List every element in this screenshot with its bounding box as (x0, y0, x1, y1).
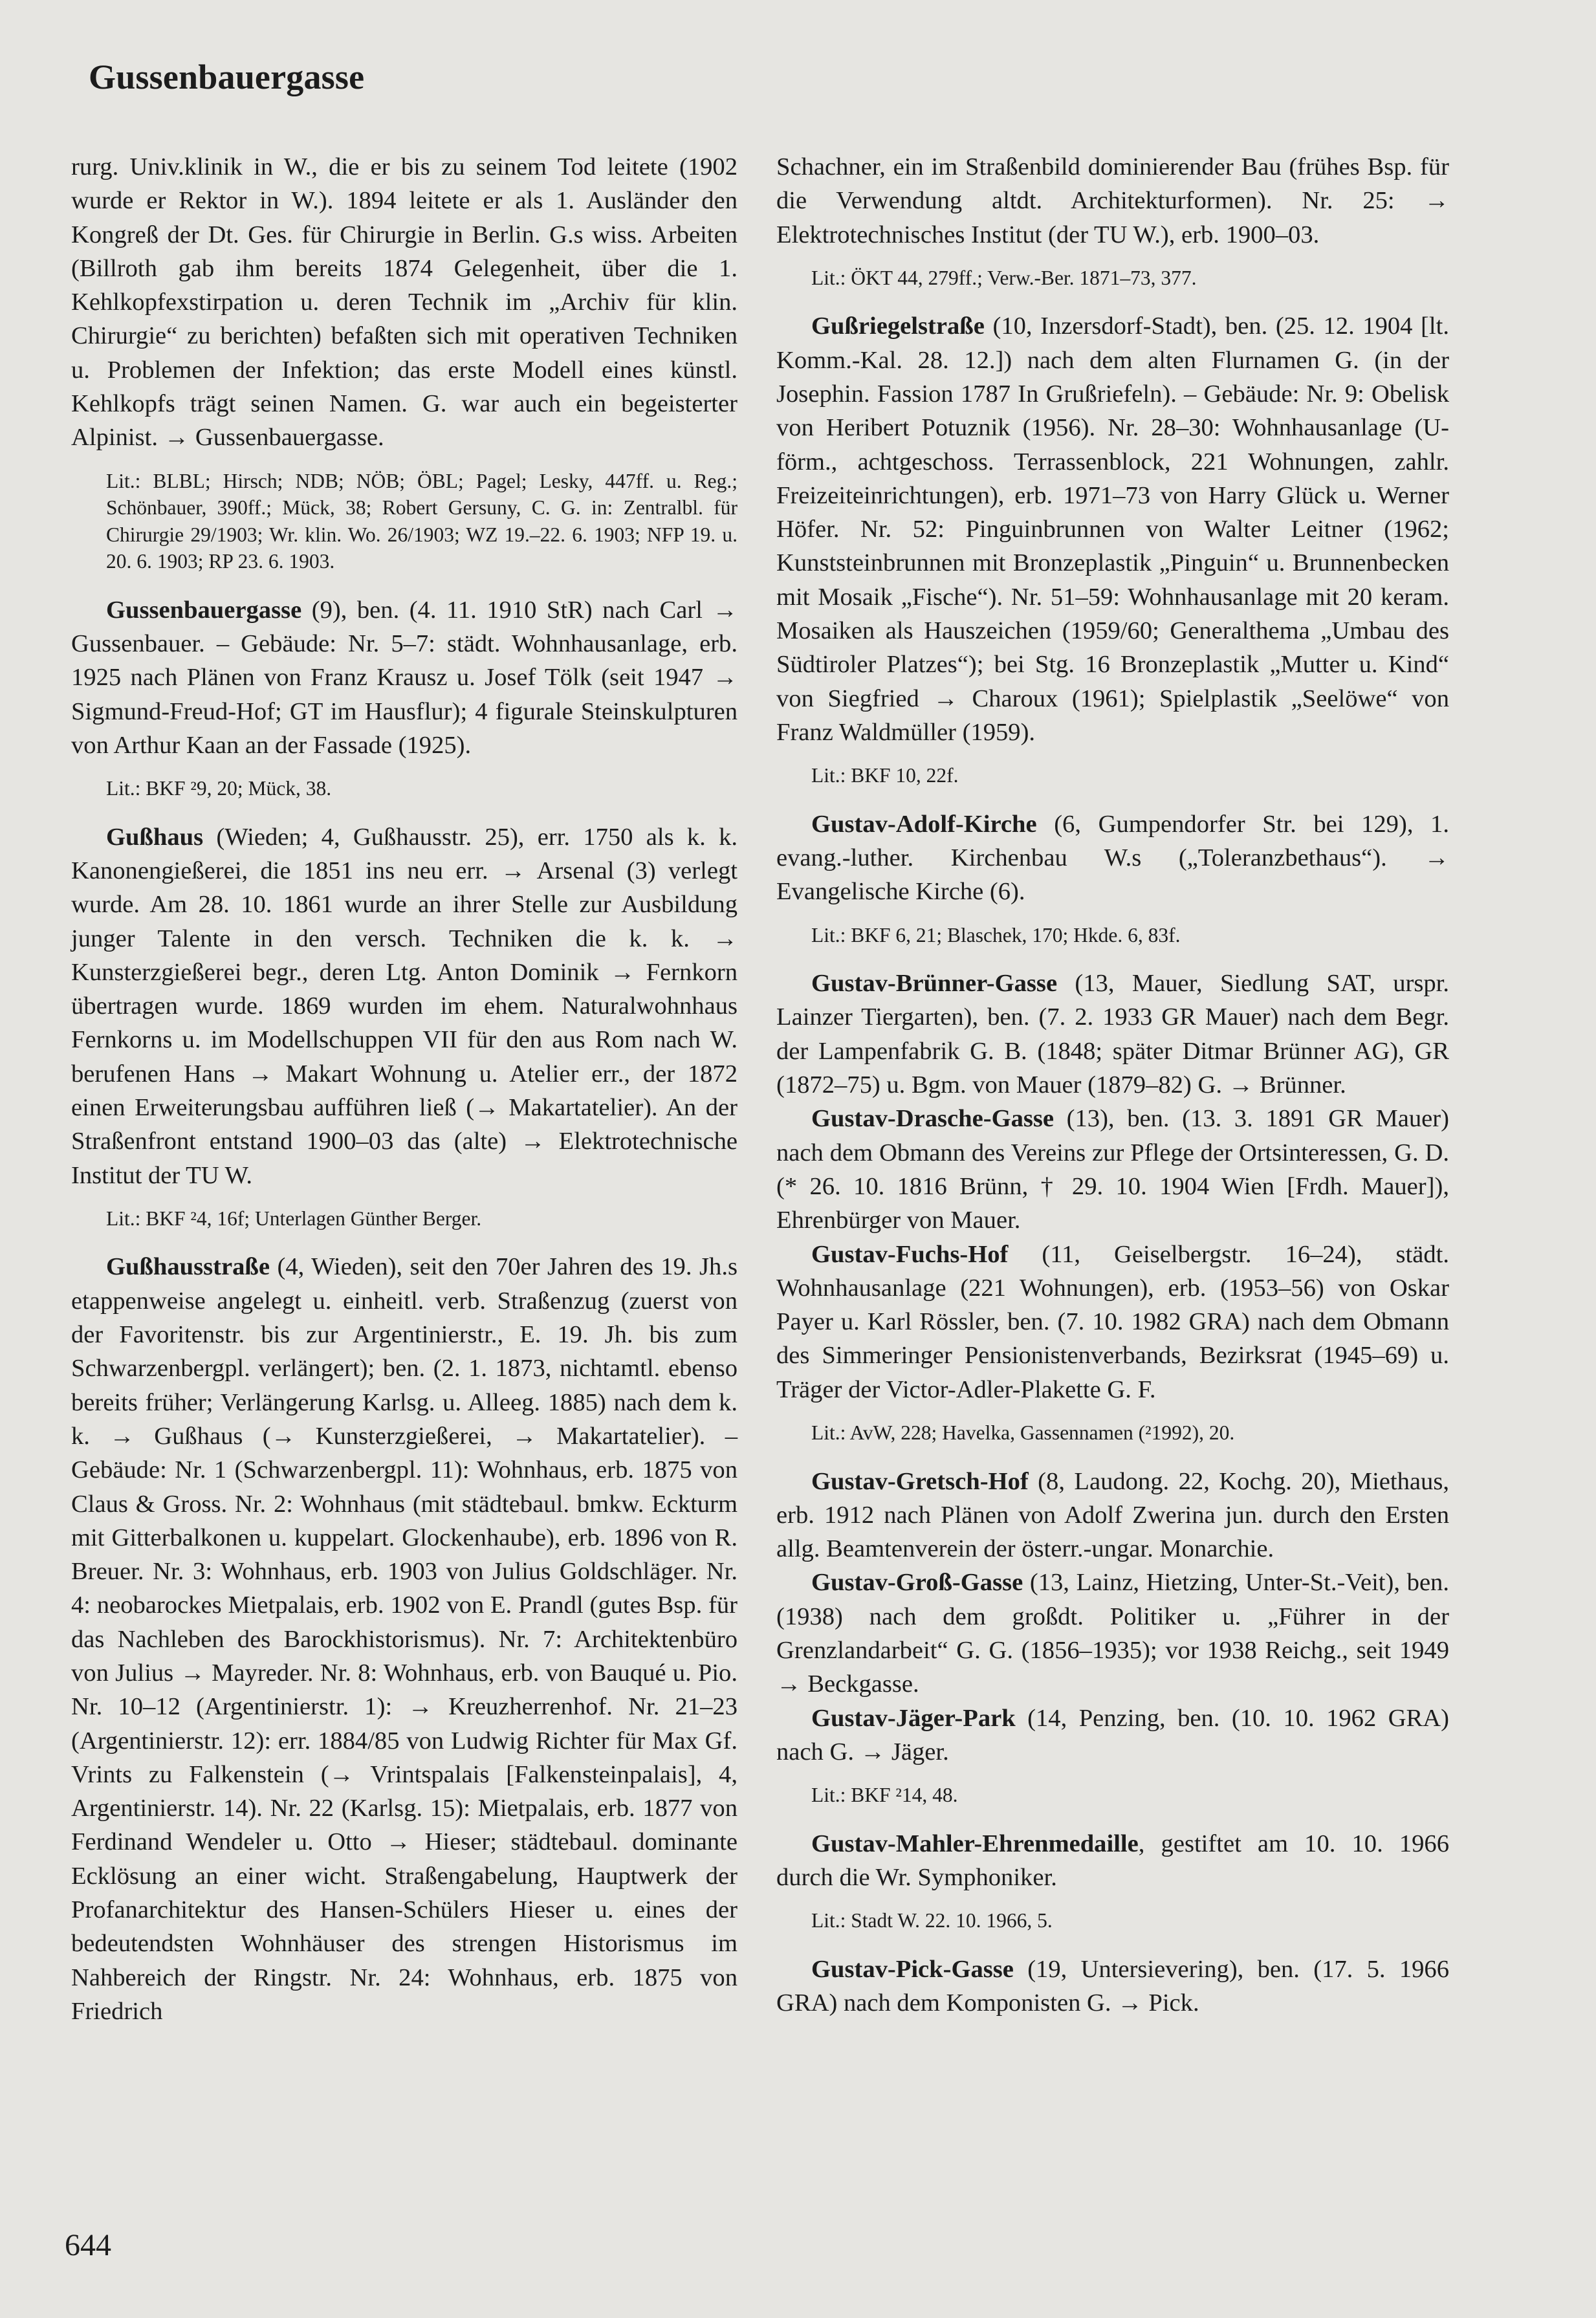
entry-headword: Gustav-Brünner-Gasse (811, 970, 1058, 998)
lexicon-entry (776, 1102, 1449, 1237)
entry-text: (13), ben. (13. 3. 1891 GR Mauer) nach dem Obmann des Vereins zur Pflege der Ortsinteressen, G. D. (* 26. 10. 1816 Brünn, † 29. 10. 1904 Wien [Frdh. Mauer]), Ehrenbürger von Mauer. (776, 1105, 1449, 1234)
entry-text: (6, Gumpendorfer Str. bei 129), 1. evang.-luther. Kirchenbau W.s („Toleranzbethaus“). → Evangelische Kirche (6). (776, 810, 1449, 906)
literature-reference: Lit.: BKF ²4, 16f; Unterlagen Günther Berger. (106, 1207, 482, 1230)
entry-text: (13, Lainz, Hietzing, Unter-St.-Veit), ben. (1938) nach dem großdt. Politiker u. „Führer in der Grenzlandarbeit“ G. G. (1856–1935); vor 1938 Reichg., seit 1949 → Beckgasse. (776, 1569, 1449, 1698)
entry-headword: Gussenbauergasse (106, 596, 302, 624)
entry-headword: Gustav-Drasche-Gasse (811, 1105, 1055, 1133)
literature-reference: Lit.: ÖKT 44, 279ff.; Verw.-Ber. 1871–73, 377. (811, 266, 1197, 289)
literature-reference: Lit.: Stadt W. 22. 10. 1966, 5. (811, 1909, 1053, 1932)
entry-headword: Gustav-Fuchs-Hof (811, 1240, 1009, 1268)
entry-text: (9), ben. (4. 11. 1910 StR) nach Carl → Gussenbauer. – Gebäude: Nr. 5–7: städt. Wohnhausanlage, erb. 1925 nach Plänen von Franz Krausz u. Josef Tölk (seit 1947 → Sigmund-Freud-Hof; GT im Hausflur); 4 figurale Steinskulpturen von Arthur Kaan an der Fassade (1925). (71, 596, 738, 759)
literature-reference: Lit.: BKF 10, 22f. (811, 764, 959, 787)
entry-headword: Gustav-Pick-Gasse (811, 1955, 1014, 1983)
entry-text: (13, Mauer, Siedlung SAT, urspr. Lainzer Tiergarten), ben. (7. 2. 1933 GR Mauer) nach dem Begr. der Lampenfabrik G. B. (1848; später Ditmar Brünner AG), GR (1872–75) u. Bgm. von Mauer (1879–82) G. → Brünner. (776, 970, 1449, 1099)
left-column (71, 150, 738, 2028)
entry-headword: Gußriegelstraße (811, 312, 985, 340)
entry-text: (8, Laudong. 22, Kochg. 20), Miethaus, erb. 1912 nach Plänen von Adolf Zwerina jun. durch den Ersten allg. Beamtenverein der österr.-ungar. Monarchie. (776, 1467, 1449, 1563)
entry-text: (11, Geiselbergstr. 16–24), städt. Wohnhausanlage (221 Wohnungen), erb. (1953–56) von Oskar Payer u. Karl Rössler, ben. (7. 10. 1982 GRA) nach dem Obmann des Simmeringer Pensionistenverbands, Bezirksrat (1945–69) u. Träger der Victor-Adler-Plakette G. F. (776, 1240, 1449, 1403)
entry-continuation (776, 150, 1449, 252)
lexicon-entry (776, 309, 1449, 749)
lexicon-entry (776, 1952, 1449, 2020)
entry-continuation (71, 150, 738, 455)
running-head: Gussenbauergasse (89, 58, 365, 96)
literature-reference: Lit.: BLBL; Hirsch; NDB; NÖB; ÖBL; Pagel; Lesky, 447ff. u. Reg.; Schönbauer, 390ff.; Mück, 38; Robert Gersuny, C. G. in: Zentralbl. für Chirurgie 29/1903; Wr. klin. Wo. 26/1903; WZ 19.–22. 6. 1903; NFP 19. u. 20. 6. 1903; RP 23. 6. 1903. (106, 469, 738, 573)
entry-text: Schachner, ein im Straßenbild dominierender Bau (frühes Bsp. für die Verwendung altdt. Architekturformen). Nr. 25: → Elektrotechnisches Institut (der TU W.), erb. 1900–03. (776, 153, 1449, 248)
entry-headword: Gußhaus (106, 823, 204, 851)
literature-reference: Lit.: BKF 6, 21; Blaschek, 170; Hkde. 6, 83f. (811, 923, 1181, 946)
entry-text: (19, Untersievering), ben. (17. 5. 1966 GRA) nach dem Komponisten G. → Pick. (776, 1955, 1449, 2017)
lexicon-entry (71, 593, 738, 762)
entry-headword: Gustav-Groß-Gasse (811, 1569, 1023, 1597)
lexicon-entry (776, 807, 1449, 909)
entry-text: (Wieden; 4, Gußhausstr. 25), err. 1750 als k. k. Kanonengießerei, die 1851 ins neu err. → Arsenal (3) verlegt wurde. Am 28. 10. 1861 wurde an ihrer Stelle zur Ausbildung junger Talente in den versch. Techniken die k. k. → Kunsterzgießerei begr., deren Ltg. Anton Dominik → Fernkorn übertragen wurde. 1869 wurden im ehem. Naturalwohnhaus Fernkorns u. im Modellschuppen VII für den aus Rom nach W. berufenen Hans → Makart Wohnung u. Atelier err., der 1872 einen Erweiterungsbau aufführen ließ (→ Makartatelier). An der Straßenfront entstand 1900–03 das (alte) → Elektrotechnische Institut der TU W. (71, 823, 738, 1189)
right-column (776, 150, 1449, 2020)
entry-headword: Gustav-Mahler-Ehrenmedaille (811, 1830, 1139, 1857)
lexicon-entry (776, 1465, 1449, 1566)
entry-headword: Gustav-Gretsch-Hof (811, 1467, 1029, 1495)
literature-reference: Lit.: AvW, 228; Havelka, Gassennamen (²1992), 20. (811, 1421, 1235, 1444)
page-number: 644 (65, 2228, 111, 2262)
lexicon-entry (776, 967, 1449, 1102)
entry-headword: Gustav-Adolf-Kirche (811, 810, 1037, 838)
entry-headword: Gußhausstraße (106, 1253, 270, 1281)
entry-text: rurg. Univ.klinik in W., die er bis zu seinem Tod leitete (1902 wurde er Rektor in W.). 1894 leitete er als 1. Ausländer den Kongreß der Dt. Ges. für Chirurgie in Berlin. G.s wiss. Arbeiten (Billroth gab ihm bereits 1874 Gelegenheit, über die 1. Kehlkopfexstirpation u. deren Technik im „Archiv für klin. Chirurgie“ zu berichten) befaßten sich mit operativen Techniken u. Problemen der Infektion; das erste Modell eines künstl. Kehlkopfs trägt seinen Namen. G. war auch ein begeisterter Alpinist. → Gussenbauergasse. (71, 153, 738, 452)
entry-text: (4, Wieden), seit den 70er Jahren des 19. Jh.s etappenweise angelegt u. einheitl. verb. Straßenzug (zuerst von der Favoritenstr. bis zur Argentinierstr., E. 19. Jh. bis zum Schwarzenbergpl. verlängert); ben. (2. 1. 1873, nichtamtl. ebenso bereits früher; Verlängerung Karlsg. u. Alleeg. 1885) nach dem k. k. → Gußhaus (→ Kunsterzgießerei, → Makartatelier). – Gebäude: Nr. 1 (Schwarzenbergpl. 11): Wohnhaus, erb. 1875 von Claus & Gross. Nr. 2: Wohnhaus (mit städtebaul. bmkw. Eckturm mit Gitterbalkonen u. kuppelart. Glockenhaube), erb. 1896 von R. Breuer. Nr. 3: Wohnhaus, erb. 1903 von Julius Goldschläger. Nr. 4: neobarockes Mietpalais, erb. 1902 von E. Prandl (gutes Bsp. für das Nachleben des Barockhistorismus). Nr. 7: Architektenbüro von Julius → Mayreder. Nr. 8: Wohnhaus, erb. von Bauqué u. Pio. Nr. 10–12 (Argentinierstr. 1): → Kreuzherrenhof. Nr. 21–23 (Argentinierstr. 12): err. 1884/85 von Ludwig Richter für Max Gf. Vrints zu Falkenstein (→ Vrintspalais [Falkensteinpalais], 4, Argentinierstr. 14). Nr. 22 (Karlsg. 15): Mietpalais, erb. 1877 von Ferdinand Wendeler u. Otto → Hieser; städtebaul. dominante Ecklösung an einer wicht. Straßengabelung, Hauptwerk der Profanarchitektur des Hansen-Schülers Hieser u. eines der bedeutendsten Wohnhäuser des strengen Historismus im Nahbereich der Ringstr. Nr. 24: Wohnhaus, erb. 1875 von Friedrich (71, 1253, 738, 2025)
entry-headword: Gustav-Jäger-Park (811, 1704, 1016, 1732)
lexicon-entry (776, 1238, 1449, 1406)
entry-text: (14, Penzing, ben. (10. 10. 1962 GRA) nach G. → Jäger. (776, 1704, 1449, 1766)
lexicon-entry (71, 1250, 738, 2028)
entry-text: , gestiftet am 10. 10. 1966 durch die Wr. Symphoniker. (776, 1830, 1449, 1891)
lexicon-entry (776, 1827, 1449, 1895)
lexicon-entry (776, 1566, 1449, 1701)
lexicon-entry (71, 820, 738, 1192)
literature-reference: Lit.: BKF ²9, 20; Mück, 38. (106, 777, 332, 800)
literature-reference: Lit.: BKF ²14, 48. (811, 1784, 958, 1807)
entry-text: (10, Inzersdorf-Stadt), ben. (25. 12. 1904 [lt. Komm.-Kal. 28. 12.]) nach dem alten Flurnamen G. (in der Josephin. Fassion 1787 In Grußriefeln). – Gebäude: Nr. 9: Obelisk von Heribert Potuznik (1956). Nr. 28–30: Wohnhausanlage (U-förm., achtgeschoss. Terrassenblock, 221 Wohnungen, zahlr. Freizeiteinrichtungen), erb. 1971–73 von Harry Glück u. Werner Höfer. Nr. 52: Pinguinbrunnen von Walter Leitner (1962; Kunststeinbrunnen mit Bronzeplastik „Pinguin“ u. Brunnenbecken mit Mosaik „Fische“). Nr. 51–59: Wohnhausanlage mit 20 keram. Mosaiken als Hauszeichen (1959/60; Generalthema „Umbau des Südtiroler Platzes“); bei Stg. 16 Bronzeplastik „Mutter u. Kind“ von Siegfried → Charoux (1961); Spielplastik „Seelöwe“ von Franz Waldmüller (1959). (776, 312, 1449, 746)
lexicon-entry (776, 1701, 1449, 1769)
